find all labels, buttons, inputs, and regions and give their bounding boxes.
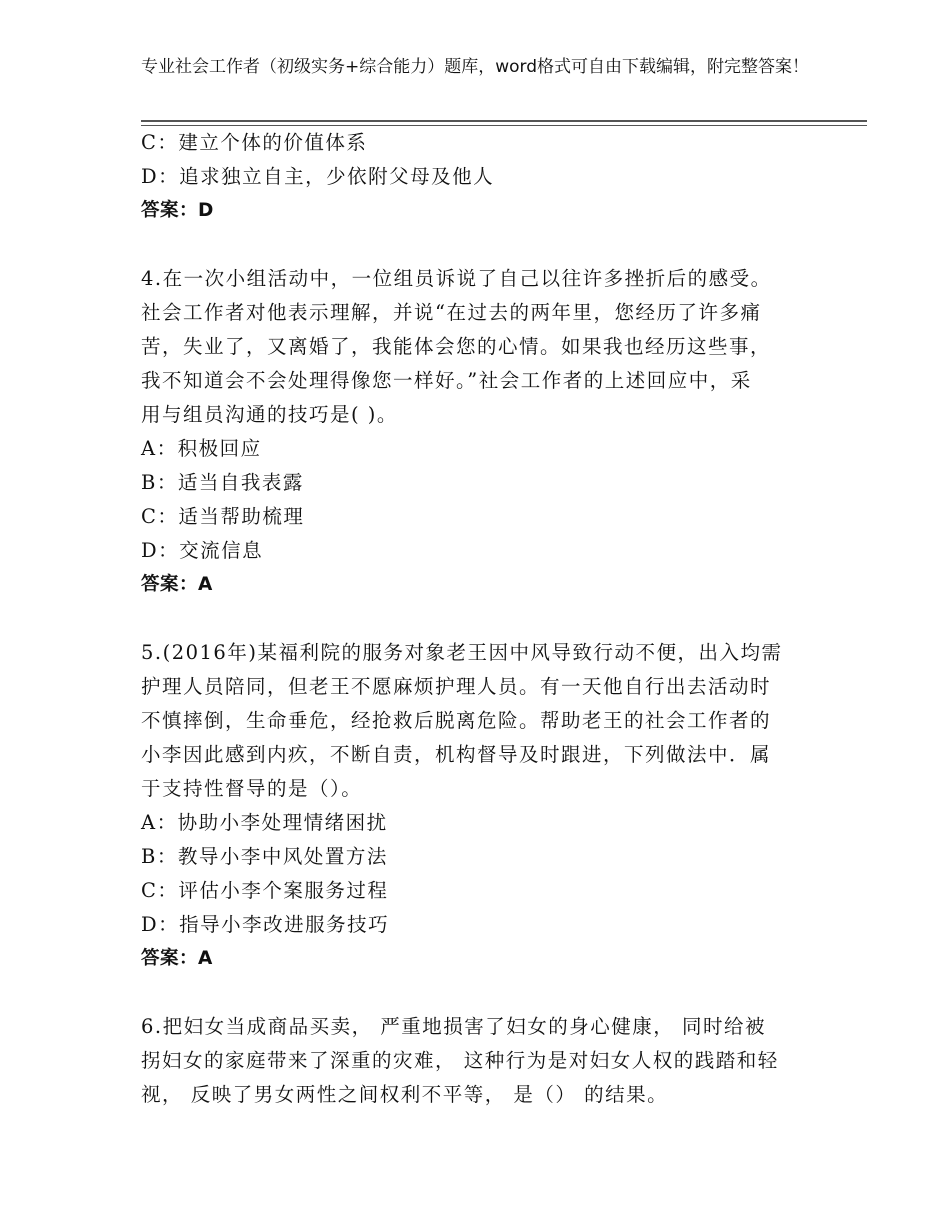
header-divider-thick [141, 120, 867, 122]
question-5-text-line: 于支持性督导的是（）。 [141, 777, 363, 800]
option-d: D：交流信息 [141, 539, 264, 562]
option-d: D：指导小李改进服务技巧 [141, 913, 390, 936]
question-4-text-line: 社会工作者对他表示理解，并说“在过去的两年里，您经历了许多痛 [141, 301, 762, 324]
question-4-text-line: 苦，失业了，又离婚了，我能体会您的心情。如果我也经历这些事， [141, 335, 772, 358]
option-a: A：协助小李处理情绪困扰 [141, 811, 388, 834]
question-5-text-line: 5.(2016年)某福利院的服务对象老王因中风导致行动不便，出入均需 [141, 641, 783, 664]
answer-label: 答案：D [141, 200, 214, 221]
question-5-text-line: 护理人员陪同，但老王不愿麻烦护理人员。有一天他自行出去活动时 [141, 675, 772, 698]
document-header [141, 55, 821, 79]
answer-label: 答案：A [141, 574, 213, 595]
option-b: B：适当自我表露 [141, 471, 304, 494]
option-c: C：评估小李个案服务过程 [141, 879, 389, 902]
spacer [141, 228, 821, 262]
spacer [141, 976, 821, 1010]
option-c: C：建立个体的价值体系 [141, 131, 368, 154]
question-4-block [141, 262, 821, 602]
question-4-text-line: 4.在一次小组活动中，一位组员诉说了自己以往许多挫折后的感受。 [141, 267, 772, 290]
question-5-text-line: 小李因此感到内疚，不断自责，机构督导及时跟进，下列做法中．属 [141, 743, 772, 766]
option-d: D：追求独立自主，少依附父母及他人 [141, 165, 495, 188]
question-6-block [141, 1010, 821, 1112]
spacer [141, 602, 821, 636]
prev-question-block [141, 126, 821, 228]
question-content [141, 126, 821, 1112]
header-title: 专业社会工作者（初级实务+综合能力）题库，word格式可自由下载编辑，附完整答案！ [141, 57, 810, 77]
question-5-text-line: 不慎摔倒，生命垂危，经抢救后脱离危险。帮助老王的社会工作者的 [141, 709, 772, 732]
question-4-text-line: 用与组员沟通的技巧是( )。 [141, 403, 398, 426]
option-c: C：适当帮助梳理 [141, 505, 305, 528]
question-6-text-line: 6.把妇女当成商品买卖， 严重地损害了妇女的身心健康， 同时给被 [141, 1015, 767, 1038]
question-5-block [141, 636, 821, 976]
question-6-text-line: 视， 反映了男女两性之间权利不平等， 是（） 的结果。 [141, 1083, 669, 1106]
question-4-text-line: 我不知道会不会处理得像您一样好。”社会工作者的上述回应中，采 [141, 369, 752, 392]
option-a: A：积极回应 [141, 437, 262, 460]
answer-label: 答案：A [141, 948, 213, 969]
option-b: B：教导小李中风处置方法 [141, 845, 388, 868]
question-6-text-line: 拐妇女的家庭带来了深重的灾难， 这种行为是对妇女人权的践踏和轻 [141, 1049, 779, 1072]
